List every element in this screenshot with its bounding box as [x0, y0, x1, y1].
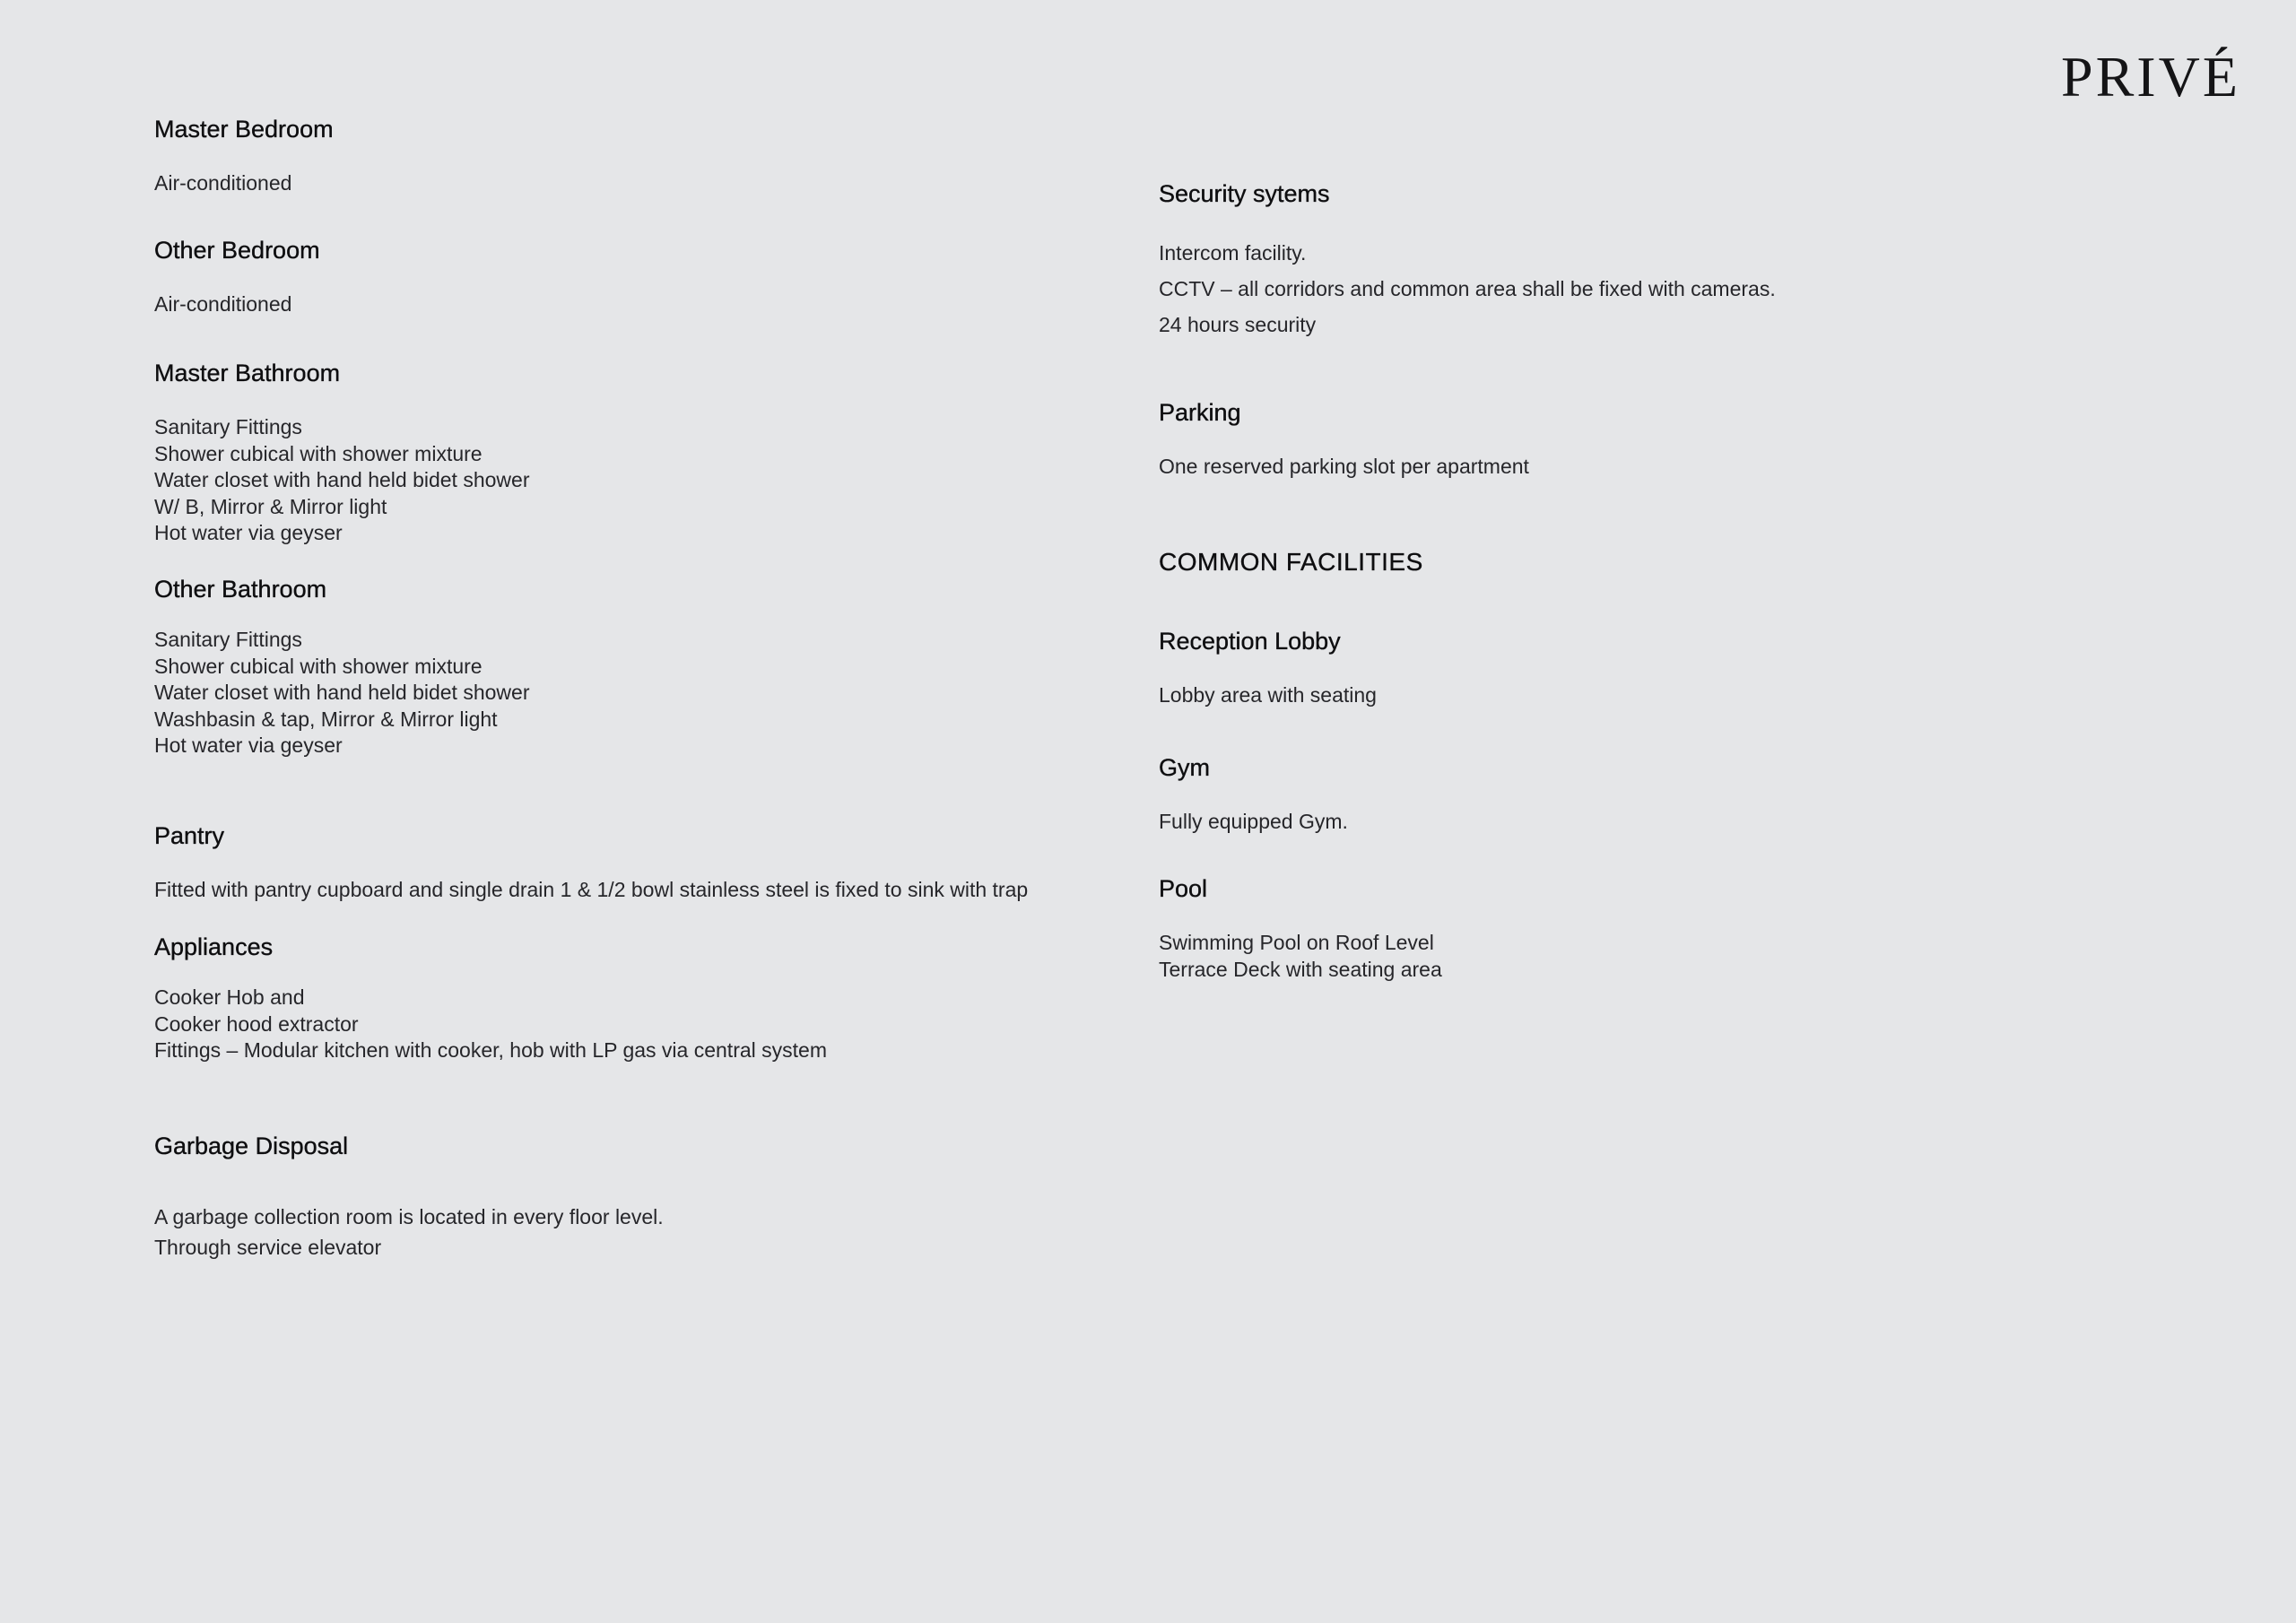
list-item: Air-conditioned	[154, 171, 292, 195]
list-item: Fittings – Modular kitchen with cooker, hob with LP gas via central system	[154, 1038, 827, 1063]
section-heading: Master Bedroom	[154, 116, 334, 143]
section-lines	[1159, 930, 2253, 983]
section-heading: COMMON FACILITIES	[1159, 548, 1423, 576]
list-item: CCTV – all corridors and common area shall be fixed with cameras.	[1159, 277, 1776, 301]
section-pool	[1159, 874, 2253, 983]
list-item: W/ B, Mirror & Mirror light	[154, 494, 387, 518]
section-gym	[1159, 753, 2253, 836]
section-lines	[1159, 235, 2253, 343]
section-heading: Other Bathroom	[154, 576, 327, 603]
section-lines	[154, 170, 1248, 196]
section-other-bathroom	[154, 575, 1248, 759]
list-item: Intercom facility.	[1159, 241, 1307, 265]
section-security-systems	[1159, 179, 2253, 343]
section-master-bedroom	[154, 115, 1248, 197]
list-item: Water closet with hand held bidet shower	[154, 468, 530, 492]
list-item: Shower cubical with shower mixture	[154, 654, 483, 678]
section-common-facilities	[1159, 547, 2253, 577]
list-item: Swimming Pool on Roof Level	[1159, 931, 1434, 955]
section-heading: Garbage Disposal	[154, 1133, 349, 1159]
list-item: Water closet with hand held bidet shower	[154, 681, 530, 705]
section-master-bathroom	[154, 359, 1248, 546]
list-item: Cooker Hob and	[154, 985, 305, 1010]
list-item: One reserved parking slot per apartment	[1159, 455, 1529, 479]
section-heading: Appliances	[154, 933, 274, 960]
list-item: Hot water via geyser	[154, 733, 343, 758]
list-item: Terrace Deck with seating area	[1159, 957, 1442, 981]
section-lines	[154, 985, 1248, 1063]
section-lines	[154, 414, 1248, 546]
list-item: Washbasin & tap, Mirror & Mirror light	[154, 707, 498, 731]
list-item: Hot water via geyser	[154, 521, 343, 545]
section-heading: Parking	[1159, 399, 1241, 426]
section-heading: Master Bathroom	[154, 360, 341, 386]
list-item: Through service elevator	[154, 1236, 382, 1260]
section-parking	[1159, 398, 2253, 481]
section-heading: Gym	[1159, 754, 1210, 781]
section-lines	[1159, 809, 2253, 835]
section-lines	[154, 1202, 1248, 1263]
section-heading: Pool	[1159, 875, 1208, 902]
list-item: Shower cubical with shower mixture	[154, 441, 483, 465]
section-garbage-disposal	[154, 1132, 1248, 1263]
section-heading: Security sytems	[1159, 180, 1330, 207]
list-item: Lobby area with seating	[1159, 683, 1377, 707]
section-lines	[154, 291, 1248, 317]
list-item: Cooker hood extractor	[154, 1011, 359, 1036]
section-pantry	[154, 821, 1248, 904]
section-heading: Pantry	[154, 822, 225, 849]
section-heading: Reception Lobby	[1159, 628, 1341, 655]
section-lines	[154, 877, 1248, 903]
list-item: Fully equipped Gym.	[1159, 810, 1348, 834]
section-reception-lobby	[1159, 627, 2253, 709]
list-item: Sanitary Fittings	[154, 628, 302, 652]
prive-logo: PRIVÉ	[2061, 45, 2240, 108]
section-lines	[1159, 682, 2253, 708]
section-lines	[1159, 454, 2253, 480]
list-item: Sanitary Fittings	[154, 415, 302, 439]
section-lines	[154, 627, 1248, 759]
section-other-bedroom	[154, 236, 1248, 318]
list-item: A garbage collection room is located in every floor level.	[154, 1205, 664, 1229]
list-item: 24 hours security	[1159, 313, 1317, 337]
list-item: Fitted with pantry cupboard and single drain 1 & 1/2 bowl stainless steel is fixed to sink with trap	[154, 878, 1029, 902]
list-item: Air-conditioned	[154, 292, 292, 317]
section-appliances	[154, 933, 1248, 1064]
section-heading: Other Bedroom	[154, 237, 320, 264]
